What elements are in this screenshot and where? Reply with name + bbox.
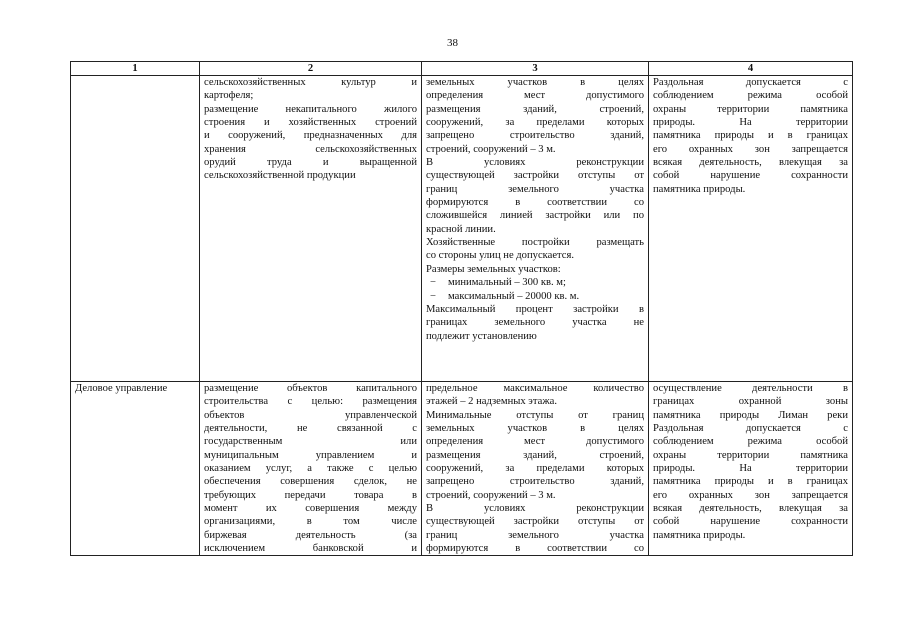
text-line: этажей – 2 надземных этажа.	[426, 396, 557, 408]
text-line: границах охранной зоны	[653, 396, 848, 408]
header-col-1: 1	[71, 62, 200, 76]
text-line: сельскохозяйственной продукции	[204, 170, 356, 182]
row2-parameters	[422, 382, 649, 556]
text-line: сооружений, за пределами которых	[426, 117, 644, 129]
plot-size-list	[426, 276, 644, 303]
text-line: памятника природы.	[653, 529, 746, 541]
text-line: сельскохозяйственных культур и	[204, 77, 417, 88]
text-line: организациями, в том числе	[204, 516, 417, 528]
text-line: собой нарушение сохранности	[653, 170, 848, 182]
text-line: запрещено строительство зданий,	[426, 476, 644, 488]
text-line: хранения сельскохозяйственных	[204, 143, 417, 155]
text-line: строительства с целью: размещения	[204, 396, 417, 408]
text-line: осуществление деятельности в	[653, 383, 848, 394]
text-line: соблюдением режима особой	[653, 90, 848, 102]
text-line: со стороны улиц не допускается.	[426, 250, 575, 262]
row1-use-name	[71, 76, 200, 382]
row2-restrictions	[649, 382, 853, 556]
text-line: В условиях реконструкции	[426, 503, 644, 515]
text-line: существующей застройки отступы от	[426, 516, 644, 528]
text-line: запрещено строительство зданий,	[426, 130, 644, 142]
text-line: определения мест допустимого	[426, 90, 644, 102]
text-line: определения мест допустимого	[426, 436, 644, 448]
text-line: земельных участков в целях	[426, 423, 644, 435]
text-line: его охранных зон запрещается	[653, 143, 848, 155]
text-line: границ земельного участка	[426, 529, 644, 541]
text-line: его охранных зон запрещается	[653, 489, 848, 501]
text-line: размещение объектов капитального	[204, 383, 417, 394]
text-line: границах земельного участка не	[426, 317, 644, 329]
text-line: объектов управленческой	[204, 409, 417, 421]
header-col-3: 3	[422, 62, 649, 76]
regulations-table	[70, 61, 853, 556]
text-line: памятника природы.	[653, 183, 746, 195]
text-line: Хозяйственные постройки размещать	[426, 237, 644, 249]
row2-use-description	[200, 382, 422, 556]
text-line: требующих передачи товара в	[204, 489, 417, 501]
text-line: памятника природы Лиман реки	[653, 409, 848, 421]
table-header-row	[71, 62, 853, 76]
text-line: подлежит установлению	[426, 330, 537, 342]
text-line: памятника природы и в границах	[653, 130, 848, 142]
text-line: всякая деятельность, влекущая за	[653, 503, 848, 515]
table-row	[71, 76, 853, 382]
text-line: Раздольная допускается с	[653, 423, 848, 435]
row1-restrictions	[649, 76, 853, 382]
page-number: 38	[447, 37, 458, 49]
text-line: строений, сооружений – 3 м.	[426, 143, 556, 155]
text-line: границ земельного участка	[426, 183, 644, 195]
text-line: всякая деятельность, влекущая за	[653, 157, 848, 169]
text-line: размещения зданий, строений,	[426, 449, 644, 461]
text-line: красной линии.	[426, 223, 496, 235]
text-line: формируются в соответствии со	[426, 197, 644, 209]
row2-use-name: Деловое управление	[71, 382, 200, 556]
text-line: существующей застройки отступы от	[426, 170, 644, 182]
text-line: момент их совершения между	[204, 503, 417, 515]
text-line: В условиях реконструкции	[426, 157, 644, 169]
text-line: Размеры земельных участков:	[426, 263, 561, 275]
text-line: природы. На территории	[653, 117, 848, 129]
list-item: − минимальный – 300 кв. м;	[430, 277, 566, 289]
text-line: обеспечения совершения сделок, не	[204, 476, 417, 488]
list-item: − максимальный – 20000 кв. м.	[430, 290, 580, 302]
text-line: памятника природы и в границах	[653, 476, 848, 488]
text-line: сложившейся линией застройки или по	[426, 210, 644, 222]
row1-use-description	[200, 76, 422, 382]
header-col-4: 4	[649, 62, 853, 76]
text-line: картофеля;	[204, 90, 254, 102]
text-line: размещения зданий, строений,	[426, 103, 644, 115]
text-line: деятельности, не связанной с	[204, 423, 417, 435]
text-line: собой нарушение сохранности	[653, 516, 848, 528]
text-line: природы. На территории	[653, 463, 848, 475]
text-line: государственным или	[204, 436, 417, 448]
text-line: Максимальный процент застройки в	[426, 303, 644, 315]
text-line: строения и хозяйственных строений	[204, 117, 417, 129]
text-line: охраны территории памятника	[653, 449, 848, 461]
text-line: исключением банковской и	[204, 543, 417, 555]
text-line: формируются в соответствии со	[426, 543, 644, 555]
table-row	[71, 382, 853, 556]
text-line: Минимальные отступы от границ	[426, 409, 644, 421]
row1-parameters	[422, 76, 649, 382]
text-line: охраны территории памятника	[653, 103, 848, 115]
text-line: строений, сооружений – 3 м.	[426, 489, 556, 501]
text-line: Раздольная допускается с	[653, 77, 848, 88]
text-line: оказанием услуг, а также с целью	[204, 463, 417, 475]
text-line: соблюдением режима особой	[653, 436, 848, 448]
text-line: земельных участков в целях	[426, 77, 644, 88]
text-line: и сооружений, предназначенных для	[204, 130, 417, 142]
text-line: предельное максимальное количество	[426, 383, 644, 394]
text-line: муниципальным управлением и	[204, 449, 417, 461]
header-col-2: 2	[200, 62, 422, 76]
text-line: сооружений, за пределами которых	[426, 463, 644, 475]
text-line: биржевая деятельность (за	[204, 529, 417, 541]
text-line: размещение некапитального жилого	[204, 103, 417, 115]
text-line: орудий труда и выращенной	[204, 157, 417, 169]
